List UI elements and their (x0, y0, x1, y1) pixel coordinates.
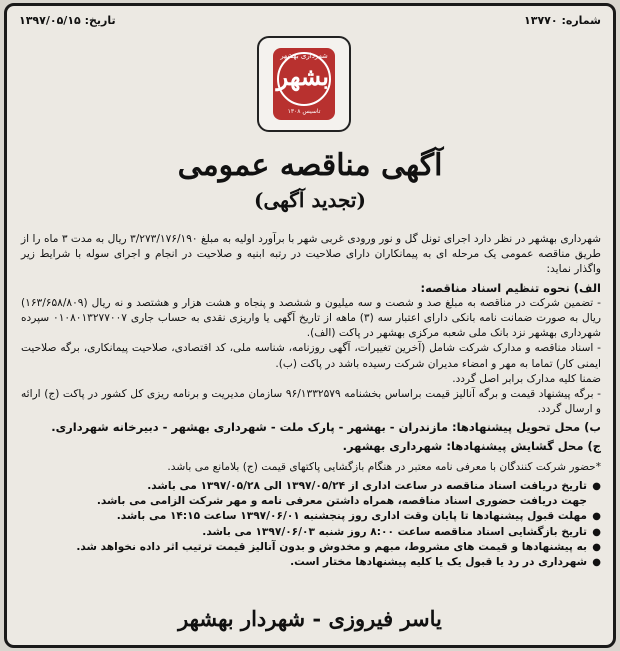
list-item: ● به پیشنهادها و قیمت های مشروط، مبهم و مخدوش و بدون آنالیز قیمت ترتیب اثر داده نخواهد شد. (21, 540, 601, 555)
page-title: آگهی مناقصه عمومی (177, 148, 443, 183)
conditions-list (21, 479, 601, 570)
page-subtitle: (تجدید آگهی) (254, 188, 366, 212)
header-line (19, 14, 601, 30)
notice-body (21, 232, 601, 570)
section-a-guarantee: - تضمین شرکت در مناقصه به مبلغ صد و شصت و سه میلیون و ششصد و پنجاه و هشت هزار و هشتصد و نه ریال (۱۶۳/۶۵۸/۸۰۹) ریال به صورت ضمانت نامه بانکی دارای اعتبار سه (۳) ماهه از تاریخ آگهی یا واریزی نقدی به حساب جاری ۰۱۰۸۰۱۳۲۷۷۰۰۷ سپرده شهرداری بهشهر نزد بانک ملی شعبه مرکزی بهشهر در پاکت (الف). (21, 296, 601, 340)
attendance-note: *حضور شرکت کنندگان با معرفی نامه معتبر در هنگام بازگشایی پاکتهای قیمت (ج) بلامانع می باشد. (167, 460, 601, 473)
intro-paragraph: شهرداری بهشهر در نظر دارد اجرای تونل گل و نور ورودی غربی شهر با برآورد اولیه به مبلغ ۳/۲۷۳/۱۷۶/۱۹۰ ریال به مدت ۳ ماه را از طریق مناقصه عمومی یک مرحله ای به پیمانکاران دارای صلاحیت در رتبه ابنیه و صلاحیت در انجام و اجرای سوله با شرایط زیر واگذار نماید: (21, 233, 601, 276)
logo-bottom-text: تاسیس ۱۳۰۸ (287, 108, 321, 115)
list-item: ● تاریخ دریافت اسناد مناقصه در ساعت اداری از ۱۳۹۷/۰۵/۲۴ الی ۱۳۹۷/۰۵/۲۸ می باشد. (21, 479, 601, 494)
list-item-sub: جهت دریافت حضوری اسناد مناقصه، همراه داشتن معرفی نامه و مهر شرکت الزامی می باشد. (96, 495, 587, 508)
list-item: ● مهلت قبول پیشنهادها تا پایان وقت اداری روز پنجشنبه ۱۳۹۷/۰۶/۰۱ ساعت ۱۴:۱۵ می باشد. (21, 509, 601, 524)
list-item: ● شهرداری در رد یا قبول یک یا کلیه پیشنهادها مختار است. (21, 555, 601, 570)
list-item: ● تاریخ بازگشایی اسناد مناقصه ساعت ۸:۰۰ روز شنبه ۱۳۹۷/۰۶/۰۳ می باشد. (21, 525, 601, 540)
section-a-certified: ضمنا کلیه مدارک برابر اصل گردد. (452, 372, 601, 385)
municipality-logo (257, 36, 351, 132)
section-a-price-sheet: - برگه پیشنهاد قیمت و برگه آنالیز قیمت براساس بخشنامه ۹۶/۱۳۳۲۵۷۹ سازمان مدیریت و برنامه ریزی کل کشور در پاکت (ج) ارائه و ارسال گردد. (21, 388, 601, 416)
logo-top-text: شهرداری بهشهر (280, 52, 328, 60)
section-c-opening: ج) محل گشایش پیشنهادها: شهرداری بهشهر. (342, 438, 601, 453)
notice-number: شماره: ۱۳۷۷۰ (524, 14, 601, 27)
section-b-delivery: ب) محل تحویل پیشنهادها: مازندران - بهشهر - پارک ملت - شهرداری بهشهر - دبیرخانه شهرداری. (51, 420, 601, 435)
signature: یاسر فیروزی - شهردار بهشهر (178, 606, 442, 631)
tender-notice-page (4, 3, 616, 648)
section-a-documents: - اسناد مناقصه و مدارک شرکت شامل (آخرین تغییرات، آگهی روزنامه، شناسه ملی، کد اقتصادی، صلاحیت پیمانکاری، برگه صلاحیت ایمنی کار) تماما به مهر و امضاء مدیران شرکت رسیده باشد در پاکت (ب). (21, 342, 601, 370)
logo-mark: بشهر (276, 62, 329, 91)
section-a-heading: الف) نحوه تنظیم اسناد مناقصه: (420, 280, 601, 295)
notice-date: تاریخ: ۱۳۹۷/۰۵/۱۵ (19, 14, 116, 27)
